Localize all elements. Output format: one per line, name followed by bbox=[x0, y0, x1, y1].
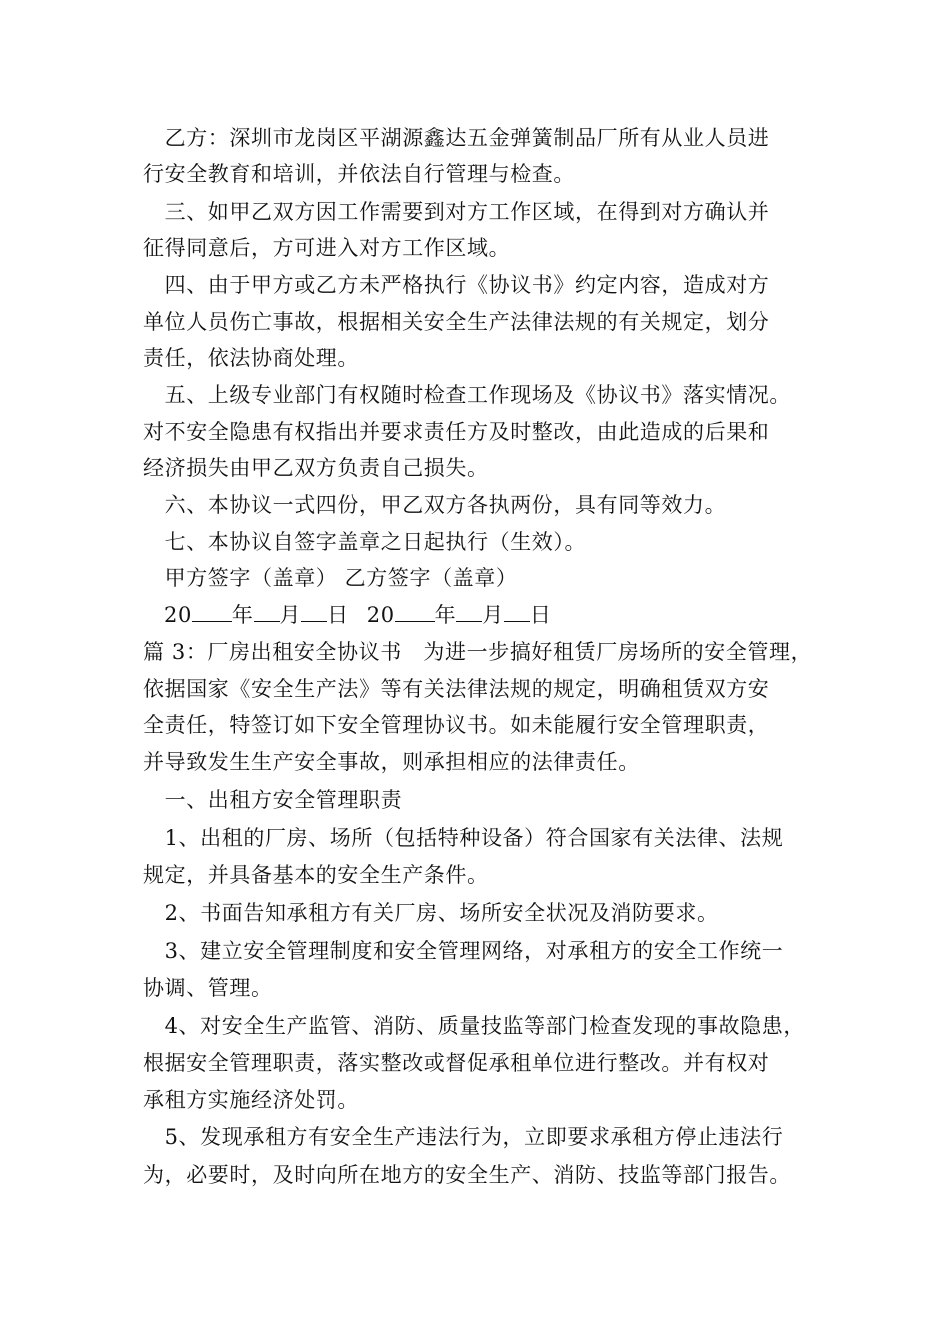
paragraph-line: 4、对安全生产监管、消防、质量技监等部门检查发现的事故隐患， bbox=[143, 1014, 805, 1038]
paragraph-line: 责任，依法协商处理。 bbox=[143, 346, 359, 370]
paragraph-line: 承租方实施经济处罚。 bbox=[143, 1088, 359, 1112]
paragraph-line: 单位人员伤亡事故，根据相关安全生产法律法规的有关规定，划分 bbox=[143, 310, 770, 334]
day-label: 日 bbox=[327, 603, 349, 627]
paragraph-line: 依据国家《安全生产法》等有关法律法规的规定，明确租赁双方安 bbox=[143, 677, 770, 701]
date-line bbox=[143, 600, 843, 630]
month-blank bbox=[254, 601, 280, 622]
paragraph-line: 为，必要时，及时向所在地方的安全生产、消防、技监等部门报告。 bbox=[143, 1163, 791, 1187]
paragraph-line: 行安全教育和培训，并依法自行管理与检查。 bbox=[143, 162, 575, 186]
day-label-2: 日 bbox=[529, 603, 552, 627]
paragraph-line: 全责任，特签订如下安全管理协议书。如未能履行安全管理职责， bbox=[143, 713, 770, 737]
subheading-line: 一、出租方安全管理职责 bbox=[143, 788, 403, 812]
date-prefix-2: 20 bbox=[366, 603, 395, 627]
paragraph-line: 5、发现承租方有安全生产违法行为，立即要求承租方停止违法行 bbox=[143, 1125, 784, 1149]
day-blank bbox=[301, 601, 327, 622]
paragraph-line: 七、本协议自签字盖章之日起执行（生效）。 bbox=[143, 530, 587, 554]
paragraph-line: 四、由于甲方或乙方未严格执行《协议书》约定内容，造成对方 bbox=[143, 273, 770, 297]
paragraph-line: 并导致发生生产安全事故，则承担相应的法律责任。 bbox=[143, 750, 640, 774]
signature-line: 甲方签字（盖章） 乙方签字（盖章） bbox=[143, 566, 518, 590]
paragraph-line: 3、建立安全管理制度和安全管理网络，对承租方的安全工作统一 bbox=[143, 939, 784, 963]
month-label-2: 月 bbox=[482, 603, 504, 627]
paragraph-line: 对不安全隐患有权指出并要求责任方及时整改，由此造成的后果和 bbox=[143, 420, 770, 444]
paragraph-line: 三、如甲乙双方因工作需要到对方工作区域，在得到对方确认并 bbox=[143, 200, 770, 224]
date-prefix: 20 bbox=[164, 603, 192, 627]
paragraph-line: 五、上级专业部门有权随时检查工作现场及《协议书》落实情况。 bbox=[143, 383, 791, 407]
month-label: 月 bbox=[279, 603, 302, 627]
paragraph-line: 规定，并具备基本的安全生产条件。 bbox=[143, 863, 489, 887]
paragraph-line: 根据安全管理职责，落实整改或督促承租单位进行整改。并有权对 bbox=[143, 1051, 770, 1075]
paragraph-line: 乙方：深圳市龙岗区平湖源鑫达五金弹簧制品厂所有从业人员进 bbox=[143, 126, 770, 150]
day-blank-2 bbox=[504, 601, 530, 622]
paragraph-line: 经济损失由甲乙双方负责自己损失。 bbox=[143, 456, 489, 480]
year-blank bbox=[192, 601, 232, 622]
paragraph-line: 六、本协议一式四份，甲乙双方各执两份，具有同等效力。 bbox=[143, 493, 727, 517]
year-blank-2 bbox=[395, 601, 435, 622]
paragraph-line: 协调、管理。 bbox=[143, 976, 273, 1000]
year-label-2: 年 bbox=[434, 603, 457, 627]
paragraph-line: 1、出租的厂房、场所（包括特种设备）符合国家有关法律、法规 bbox=[143, 826, 784, 850]
year-label: 年 bbox=[231, 603, 254, 627]
paragraph-line: 征得同意后，方可进入对方工作区域。 bbox=[143, 236, 511, 260]
paragraph-line: 2、书面告知承租方有关厂房、场所安全状况及消防要求。 bbox=[143, 901, 719, 925]
section-heading-line: 篇 3：厂房出租安全协议书 为进一步搞好租赁厂房场所的安全管理， bbox=[143, 640, 813, 664]
month-blank-2 bbox=[456, 601, 482, 622]
